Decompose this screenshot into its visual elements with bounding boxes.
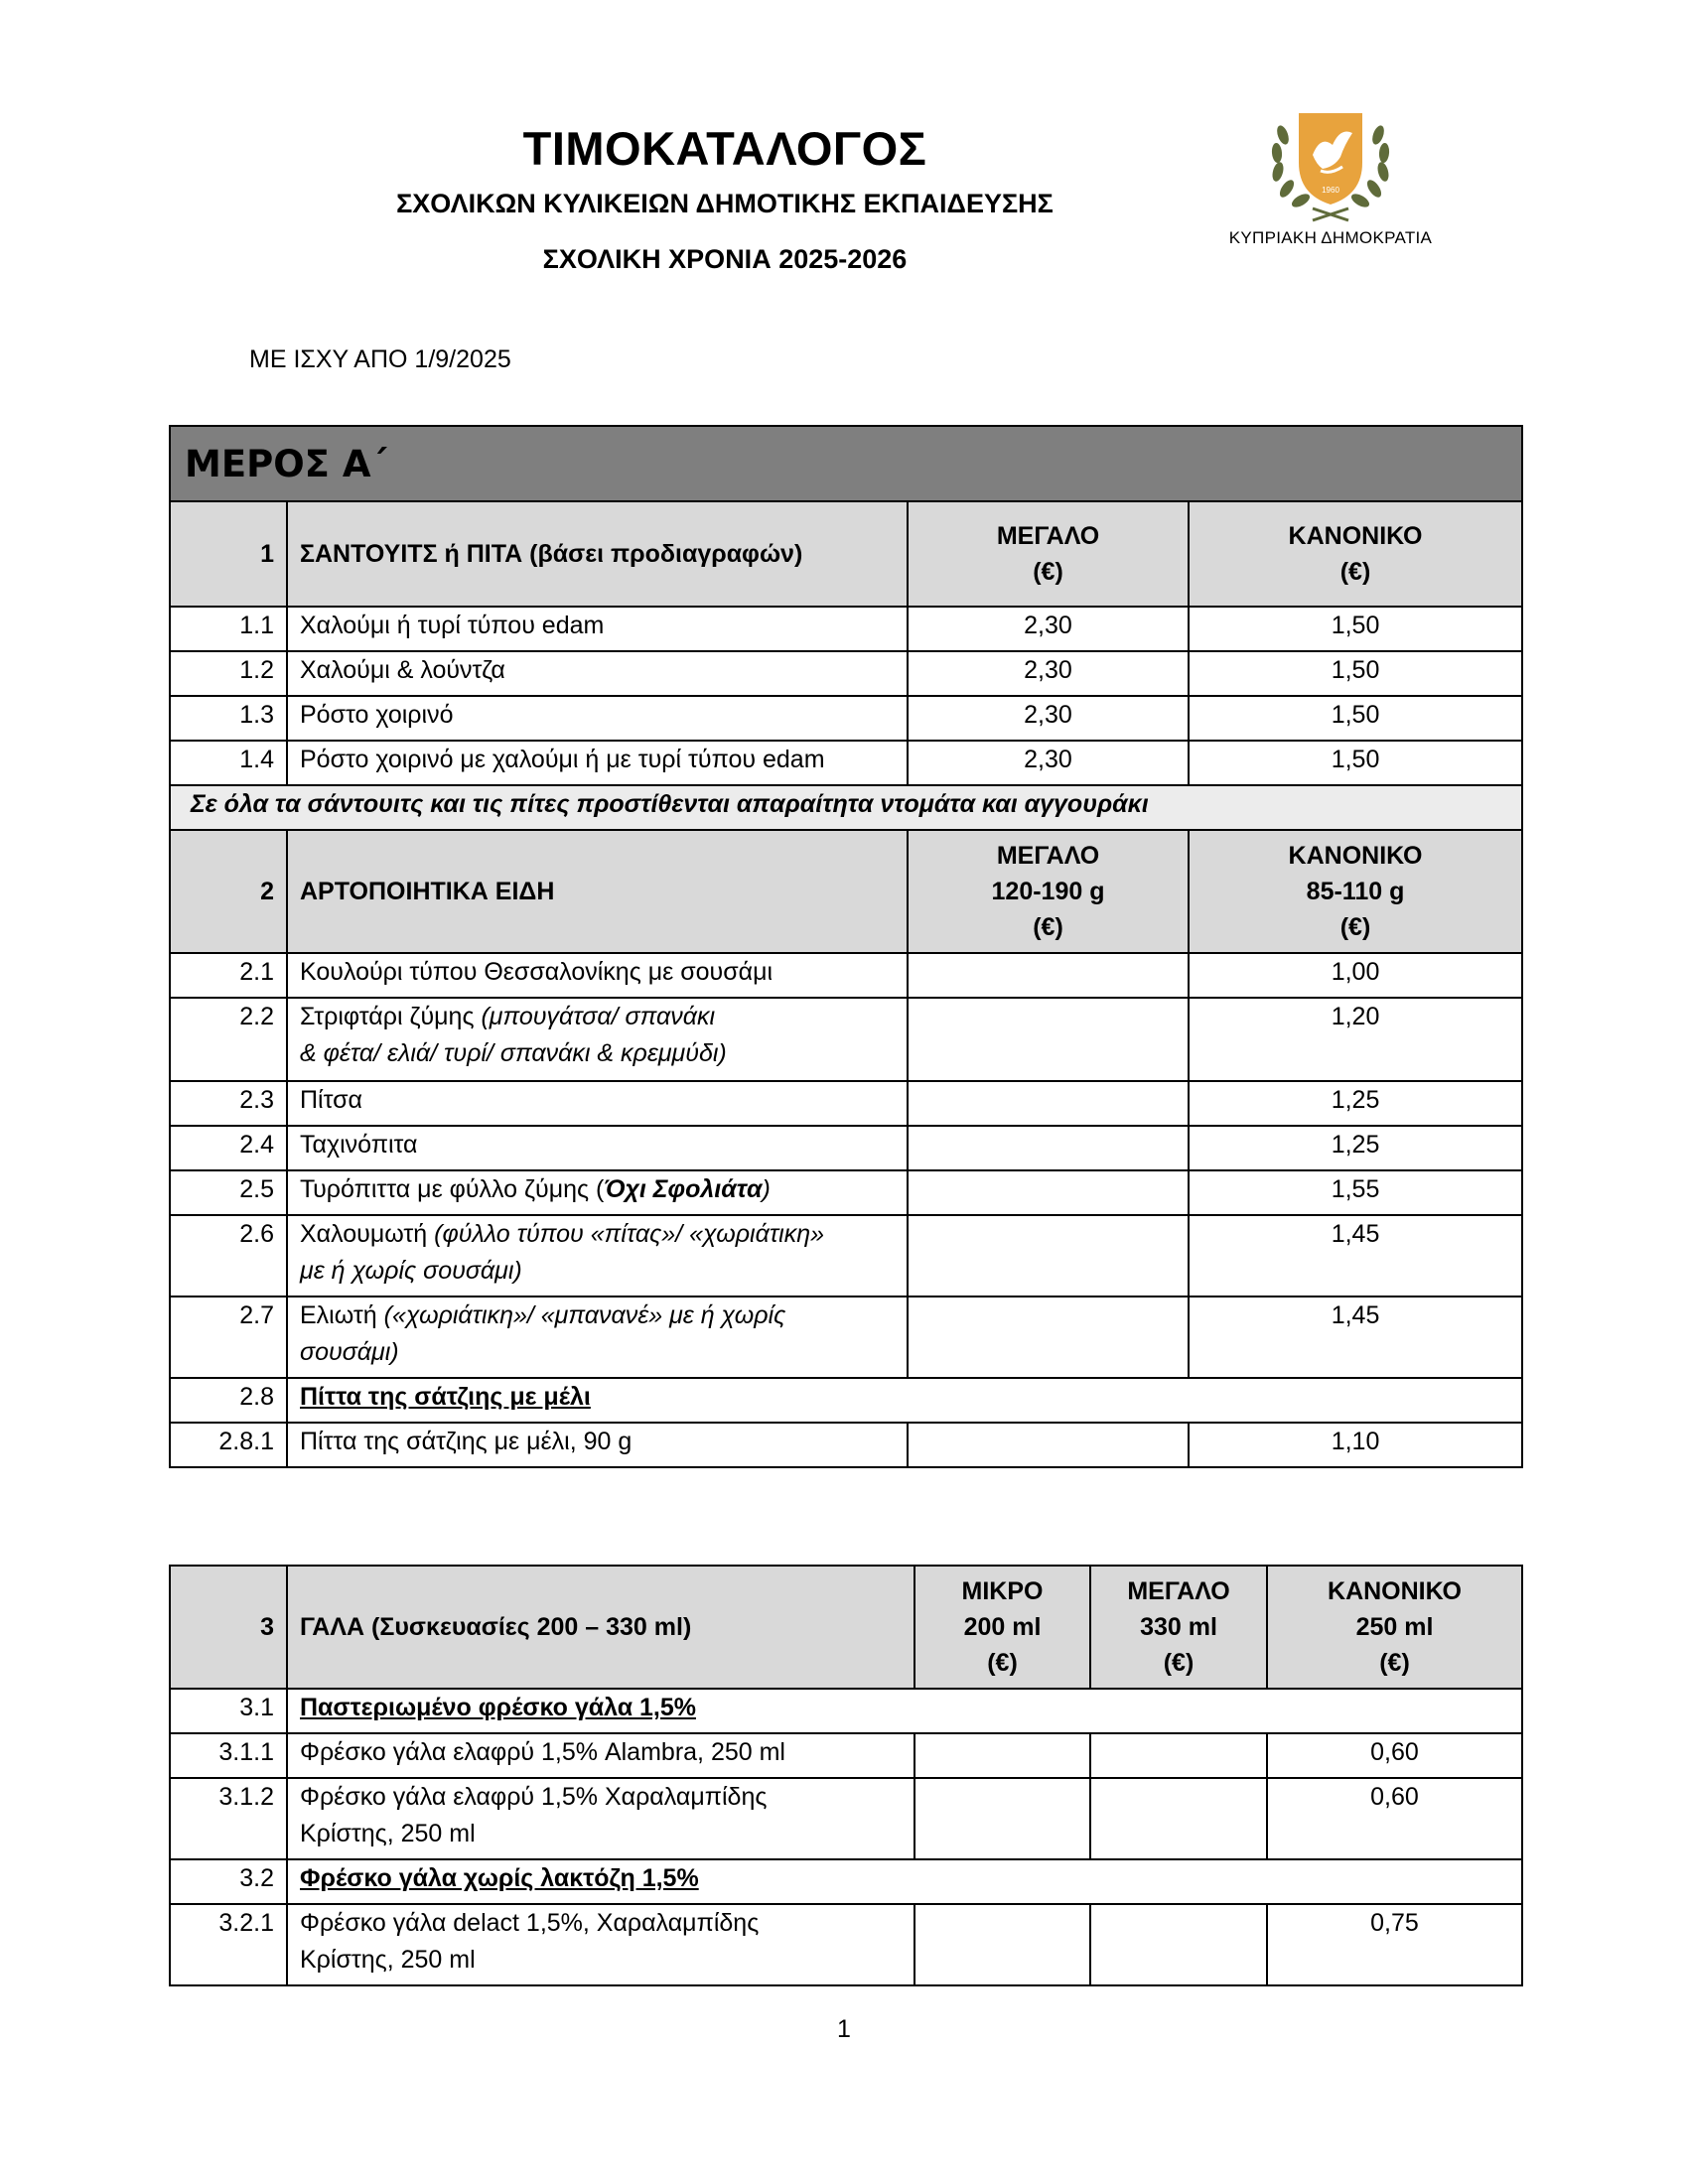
cyprus-coat-of-arms-icon	[1261, 105, 1400, 222]
section-label: ΑΡΤΟΠΟΙΗΤΙΚΑ ΕΙΔΗ	[287, 830, 908, 953]
price-table-part-a	[169, 425, 1523, 1468]
price-small	[914, 1733, 1090, 1778]
price-large	[1090, 1904, 1267, 1985]
price-large	[908, 953, 1189, 998]
school-year: ΣΧΟΛΙΚΗ ΧΡΟΝΙΑ 2025-2026	[542, 244, 908, 274]
table-row	[170, 998, 1522, 1081]
item-label: Φρέσκο γάλα ελαφρύ 1,5% Χαραλαμπίδης Κρίστης, 250 ml	[287, 1778, 914, 1859]
table-row	[170, 1904, 1522, 1985]
price-regular: 1,45	[1189, 1297, 1522, 1378]
price-regular: 1,00	[1189, 953, 1522, 998]
subsection-label: Παστεριωμένο φρέσκο γάλα 1,5%	[287, 1689, 1522, 1733]
price-large	[1090, 1733, 1267, 1778]
price-large	[908, 1423, 1189, 1467]
subsection-label: Πίττα της σάτζιης με μέλι	[287, 1378, 1522, 1423]
sandwich-note: Σε όλα τα σάντουιτς και τις πίτες προστίθενται απαραίτητα ντομάτα και αγγουράκι	[170, 785, 1522, 830]
table-row	[170, 1778, 1522, 1859]
price-regular: 1,20	[1189, 998, 1522, 1081]
price-regular: 1,55	[1189, 1170, 1522, 1215]
item-label: Χαλουμωτή (φύλλο τύπου «πίτας»/ «χωριάτικη» με ή χωρίς σουσάμι)	[287, 1215, 908, 1297]
price-large	[1090, 1778, 1267, 1859]
validity-date: ΜΕ ΙΣΧΥ ΑΠΟ 1/9/2025	[249, 345, 511, 373]
price-regular: 0,75	[1267, 1904, 1522, 1985]
item-label: Ταχινόπιτα	[287, 1126, 908, 1170]
section-label: ΓΑΛΑ (Συσκευασίες 200 – 330 ml)	[287, 1566, 914, 1689]
item-label: Πίττα της σάτζιης με μέλι, 90 g	[287, 1423, 908, 1467]
item-number: 2.3	[170, 1081, 287, 1126]
price-regular: 1,50	[1189, 696, 1522, 741]
subsection-row	[170, 1378, 1522, 1423]
part-a-title: ΜΕΡΟΣ Α΄	[170, 426, 1522, 501]
item-label: Χαλούμι ή τυρί τύπου edam	[287, 607, 908, 651]
item-number: 2.4	[170, 1126, 287, 1170]
item-label: Στριφτάρι ζύμης (μπουγάτσα/ σπανάκι & φέτα/ ελιά/ τυρί/ σπανάκι & κρεμμύδι)	[287, 998, 908, 1081]
price-large	[908, 1170, 1189, 1215]
table-row	[170, 607, 1522, 651]
item-number: 3.2.1	[170, 1904, 287, 1985]
table-row	[170, 741, 1522, 785]
table-row	[170, 651, 1522, 696]
item-number: 2.8	[170, 1378, 287, 1423]
table-row	[170, 953, 1522, 998]
price-large	[908, 1126, 1189, 1170]
table-row	[170, 1081, 1522, 1126]
price-small	[914, 1904, 1090, 1985]
price-regular: 1,45	[1189, 1215, 1522, 1297]
document-subtitle: ΣΧΟΛΙΚΩΝ ΚΥΛΙΚΕΙΩΝ ΔΗΜΟΤΙΚΗΣ ΕΚΠΑΙΔΕΥΣΗΣ	[396, 189, 1054, 218]
section-3-header-row	[170, 1566, 1522, 1689]
item-label: Φρέσκο γάλα delact 1,5%, Χαραλαμπίδης Κρίστης, 250 ml	[287, 1904, 914, 1985]
item-number: 2.2	[170, 998, 287, 1081]
price-regular: 1,25	[1189, 1081, 1522, 1126]
subsection-row	[170, 1689, 1522, 1733]
item-number: 3.1.2	[170, 1778, 287, 1859]
column-header-large: ΜΕΓΑΛΟ 330 ml (€)	[1090, 1566, 1267, 1689]
column-header-regular: ΚΑΝΟΝΙΚΟ 85-110 g (€)	[1189, 830, 1522, 953]
column-header-regular: ΚΑΝΟΝΙΚΟ 250 ml (€)	[1267, 1566, 1522, 1689]
item-label: Ρόστο χοιρινό με χαλούμι ή με τυρί τύπου edam	[287, 741, 908, 785]
svg-text:1960: 1960	[1322, 186, 1339, 195]
section-number: 2	[170, 830, 287, 953]
item-number: 1.2	[170, 651, 287, 696]
section-number: 3	[170, 1566, 287, 1689]
item-number: 1.4	[170, 741, 287, 785]
price-regular: 1,25	[1189, 1126, 1522, 1170]
item-number: 2.5	[170, 1170, 287, 1215]
section-2-header-row	[170, 830, 1522, 953]
section-1-header-row	[170, 501, 1522, 607]
price-regular: 1,50	[1189, 741, 1522, 785]
item-label: Χαλούμι & λούντζα	[287, 651, 908, 696]
item-number: 2.1	[170, 953, 287, 998]
item-number: 3.1	[170, 1689, 287, 1733]
item-number: 1.3	[170, 696, 287, 741]
price-regular: 0,60	[1267, 1778, 1522, 1859]
table-row	[170, 1215, 1522, 1297]
document-title: ΤΙΜΟΚΑΤΑΛΟΓΟΣ	[522, 122, 927, 175]
price-large	[908, 1297, 1189, 1378]
coat-of-arms-emblem	[1211, 105, 1450, 264]
price-regular: 1,50	[1189, 651, 1522, 696]
item-label: Φρέσκο γάλα ελαφρύ 1,5% Alambra, 250 ml	[287, 1733, 914, 1778]
item-number: 2.7	[170, 1297, 287, 1378]
subsection-row	[170, 1859, 1522, 1904]
price-large	[908, 998, 1189, 1081]
column-header-regular: ΚΑΝΟΝΙΚΟ (€)	[1189, 501, 1522, 607]
item-number: 1.1	[170, 607, 287, 651]
column-header-large: ΜΕΓΑΛΟ 120-190 g (€)	[908, 830, 1189, 953]
price-small	[914, 1778, 1090, 1859]
page-number: 1	[837, 2015, 851, 2043]
column-header-small: ΜΙΚΡΟ 200 ml (€)	[914, 1566, 1090, 1689]
table-row	[170, 1297, 1522, 1378]
price-large: 2,30	[908, 696, 1189, 741]
item-label: Πίτσα	[287, 1081, 908, 1126]
note-row	[170, 785, 1522, 830]
item-number: 2.6	[170, 1215, 287, 1297]
table-row	[170, 1126, 1522, 1170]
section-number: 1	[170, 501, 287, 607]
subsection-label: Φρέσκο γάλα χωρίς λακτόζη 1,5%	[287, 1859, 1522, 1904]
item-number: 3.2	[170, 1859, 287, 1904]
table-row	[170, 1170, 1522, 1215]
item-label: Ελιωτή («χωριάτικη»/ «μπανανέ» με ή χωρίς σουσάμι)	[287, 1297, 908, 1378]
table-row	[170, 1423, 1522, 1467]
item-label: Κουλούρι τύπου Θεσσαλονίκης με σουσάμι	[287, 953, 908, 998]
column-header-large: ΜΕΓΑΛΟ (€)	[908, 501, 1189, 607]
part-a-header-row	[170, 426, 1522, 501]
item-label: Τυρόπιττα με φύλλο ζύμης (Όχι Σφολιάτα)	[287, 1170, 908, 1215]
price-large: 2,30	[908, 607, 1189, 651]
price-regular: 1,50	[1189, 607, 1522, 651]
price-table-milk	[169, 1565, 1523, 1986]
price-large: 2,30	[908, 741, 1189, 785]
price-large	[908, 1215, 1189, 1297]
price-regular: 1,10	[1189, 1423, 1522, 1467]
emblem-label: ΚΥΠΡΙΑΚΗ ΔΗΜΟΚΡΑΤΙΑ	[1228, 228, 1433, 247]
table-row	[170, 1733, 1522, 1778]
item-number: 3.1.1	[170, 1733, 287, 1778]
price-regular: 0,60	[1267, 1733, 1522, 1778]
price-large	[908, 1081, 1189, 1126]
price-large: 2,30	[908, 651, 1189, 696]
section-label: ΣΑΝΤΟΥΙΤΣ ή ΠΙΤΑ (βάσει προδιαγραφών)	[287, 501, 908, 607]
item-label: Ρόστο χοιρινό	[287, 696, 908, 741]
item-number: 2.8.1	[170, 1423, 287, 1467]
table-row	[170, 696, 1522, 741]
